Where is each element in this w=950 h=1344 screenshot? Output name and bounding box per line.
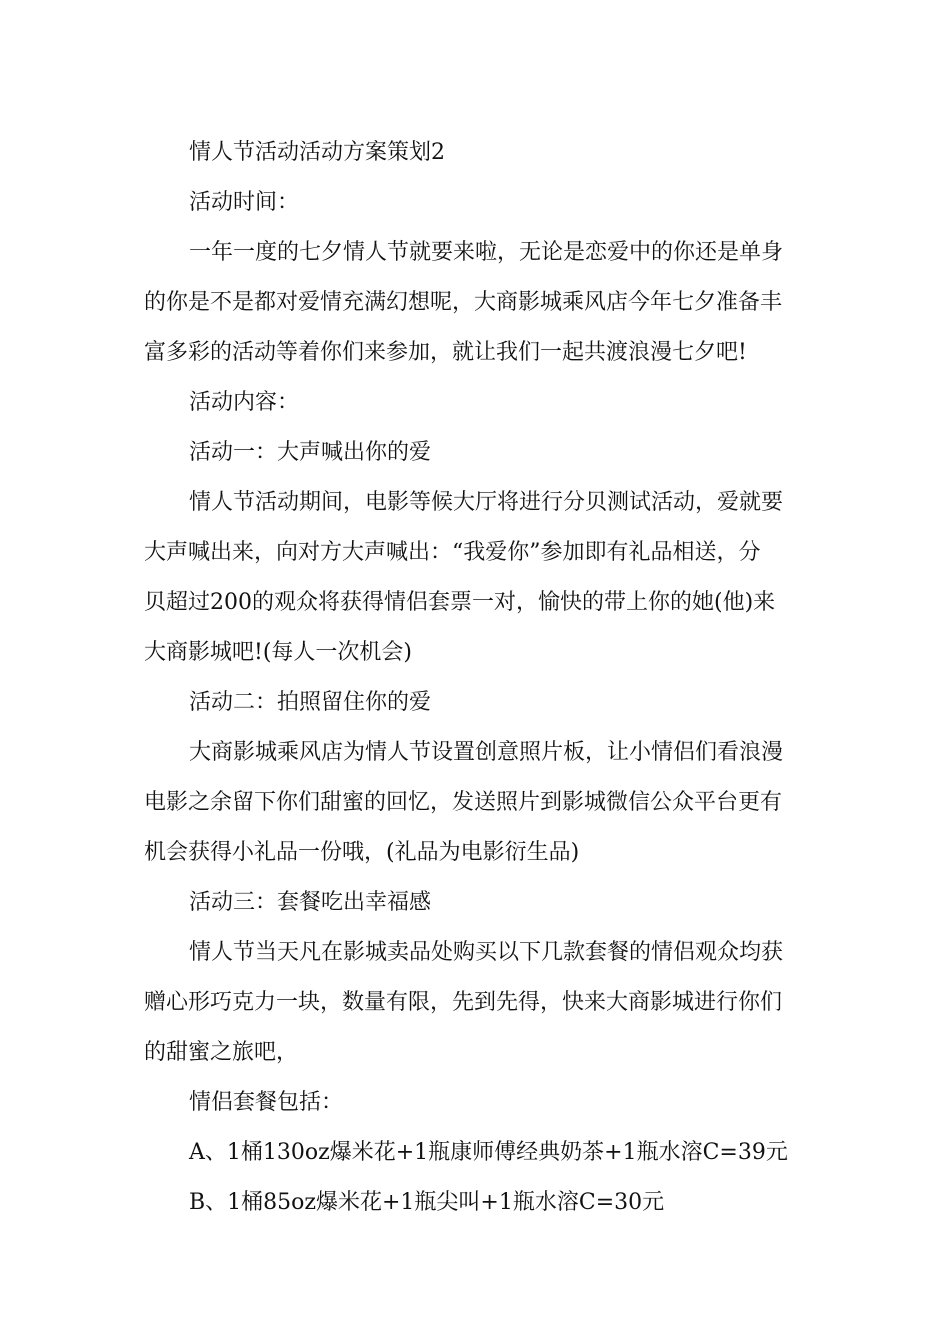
paragraph-intro [144,228,808,378]
text-line: B、1桶85oz爆米花+1瓶尖叫+1瓶水溶C=30元 [189,1190,665,1215]
text-line: 活动二：拍照留住你的爱 [189,690,432,715]
text-line: 富多彩的活动等着你们来参加，就让我们一起共渡浪漫七夕吧! [144,340,747,365]
text-line: 大声喊出来，向对方大声喊出：“我爱你”参加即有礼品相送，分 [144,540,761,565]
document-body [144,128,808,1228]
text-line: 情侣套餐包括： [189,1090,344,1115]
text-line: 大商影城吧!(每人一次机会) [144,640,413,665]
paragraph-activity3-body [144,928,808,1078]
text-line: 情人节活动期间，电影等候大厅将进行分贝测试活动，爱就要 [189,490,784,515]
paragraph-package-a [144,1128,808,1178]
text-line: 一年一度的七夕情人节就要来啦，无论是恋爱中的你还是单身 [189,240,784,265]
text-line: 电影之余留下你们甜蜜的回忆，发送照片到影城微信公众平台更有 [144,790,783,815]
text-line: 活动内容： [189,390,300,415]
paragraph-content-heading [144,378,808,428]
text-line: 情人节当天凡在影城卖品处购买以下几款套餐的情侣观众均获 [189,940,784,965]
text-line: 活动时间： [189,190,300,215]
document-title: 情人节活动活动方案策划2 [189,140,445,165]
paragraph-activity2-body [144,728,808,878]
paragraph-activity1-body [144,478,808,678]
text-line: 活动三：套餐吃出幸福感 [189,890,432,915]
text-line: 的你是不是都对爱情充满幻想呢，大商影城乘风店今年七夕准备丰 [144,290,783,315]
text-line: 赠心形巧克力一块，数量有限，先到先得，快来大商影城进行你们 [144,990,783,1015]
paragraph-package-heading [144,1078,808,1128]
text-line: 贝超过200的观众将获得情侣套票一对，愉快的带上你的她(他)来 [144,590,776,615]
text-line: 的甜蜜之旅吧， [144,1040,299,1065]
text-line: 活动一：大声喊出你的爱 [189,440,432,465]
paragraph-activity1-heading [144,428,808,478]
paragraph-package-b [144,1178,808,1228]
text-line: 大商影城乘风店为情人节设置创意照片板，让小情侣们看浪漫 [189,740,784,765]
paragraph-time-heading [144,178,808,228]
paragraph-activity3-heading [144,878,808,928]
text-line: 机会获得小礼品一份哦，(礼品为电影衍生品) [144,840,580,865]
paragraph-activity2-heading [144,678,808,728]
text-line: A、1桶130oz爆米花+1瓶康师傅经典奶茶+1瓶水溶C=39元 [189,1140,788,1165]
